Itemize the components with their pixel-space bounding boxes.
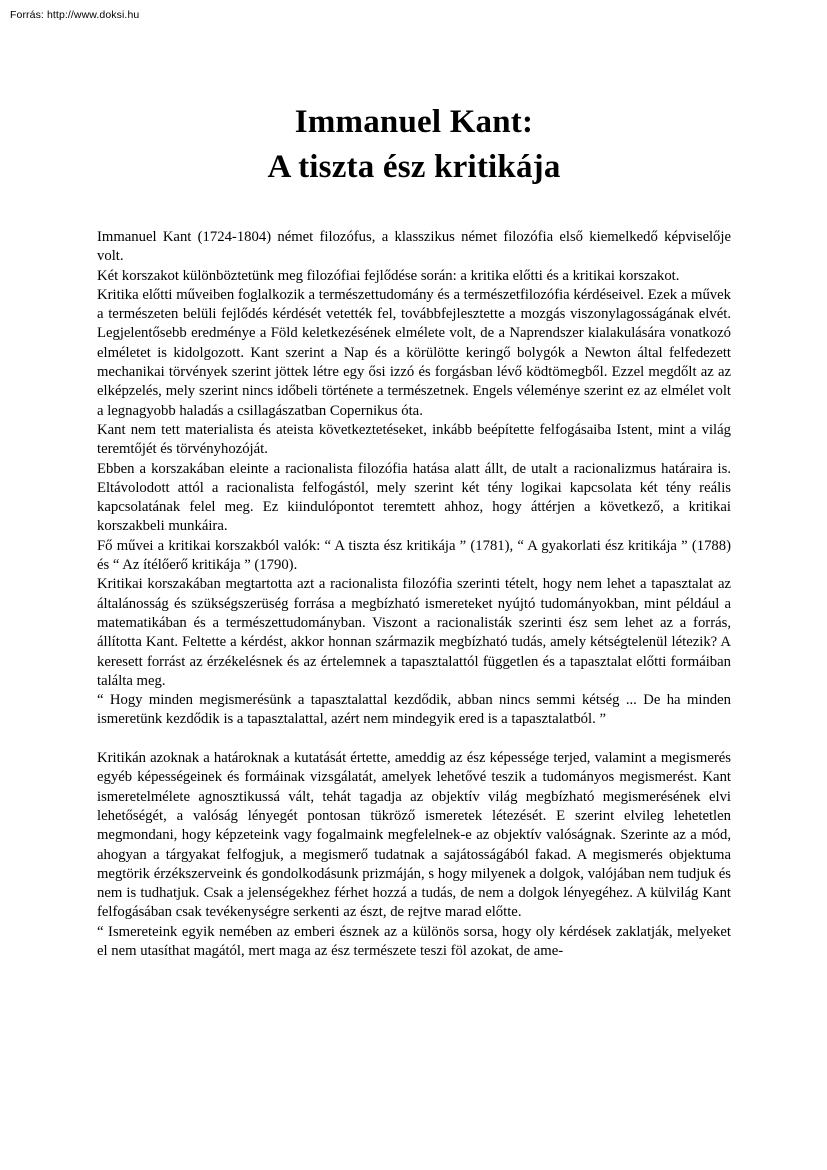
title-line-work: A tiszta ész kritikája: [267, 149, 561, 185]
paragraph: Két korszakot különböztetünk meg filozófiai fejlődése során: a kritika előtti és a kritikai korszakot.: [97, 267, 680, 284]
paragraph: Kritikán azoknak a határoknak a kutatását értette, ameddig az ész képessége terjed, valamint a megismerés egyéb képességeinek és formáinak vizsgálatát, amelyek lehetővé teszik a tudományos megismerést. Kant ismeretelmélete agnosztikussá vált, tehát tagadja az objektív világ megbízható megismerésének elvi lehetőségét, a valóság lényegét pontosan tükröző ismeretek létezését. E szerint elvileg lehetetlen megmondani, hogy képzeteink vagy fogalmaink megfelelnek-e az objektív valóságnak. Szerinte az a mód, ahogyan a tárgyakat felfogjuk, a megismerő tudatnak a sajátosságából fakad. A megismerés objektuma megtörik érzékszerveink és gondolkodásunk prizmáján, s hogy milyenek a dolgok, valójában nem tudjuk és nem is tudhatjuk. Csak a jelenségekhez férhet hozzá a tudás, de nem a dolgok lényegéhez. A külvilág Kant felfogásában csak tevékenységre serkenti az észt, de rejtve marad előtte.: [97, 750, 731, 921]
paragraph: Immanuel Kant (1724-1804) német filozófus, a klasszikus német filozófia első kiemelkedő képviselője volt.: [97, 229, 731, 265]
document-title: [97, 100, 731, 190]
title-line-author: Immanuel Kant:: [294, 104, 534, 140]
paragraph-quote: “ Ismereteink egyik nemében az emberi észnek az a különös sorsa, hogy oly kérdések zaklatják, melyeket el nem utasíthat magától, mert maga az ész természete teszi föl azokat, de ame-: [97, 923, 731, 959]
paragraph: Kritika előtti műveiben foglalkozik a természettudomány és a természetfilozófia kérdéseivel. Ezek a művek a természeten belüli fejlődés kérdését vetették fel, továbbfejlesztette a mozgás viszonylagosságának elvét. Legjelentősebb eredménye a Föld keletkezésének elmélete volt, de a Naprendszer kialakulására vonatkozó elméletet is kidolgozott. Kant szerint a Nap és a körülötte keringő bolygók a Newton által felfedezett mechanikai törvények szerint jöttek létre egy ősi izzó és forgásban lévő ködtömegből. Ezzel megdőlt az az elképzelés, mely szerint nincs időbeli története a természetnek. Engels véleménye szerint ez az elmélet volt a legnagyobb haladás a csillagászatban Copernikus óta.: [97, 286, 731, 419]
paragraph: Kritikai korszakában megtartotta azt a racionalista filozófia szerinti tételt, hogy nem lehet a tapasztalat az általánosság és szükségszerüség forrása a megbízható ismereteket nyújtó tudományokban, mint például a matematikában és a természettudományban. Viszont a racionalisták szerinti ész sem lehet az a forrás, állította Kant. Feltette a kérdést, akkor honnan származik megbízható tudás, amely kétségtelenül létezik? A keresett forrást az érzékelésnek és az értelemnek a tapasztalattól független és a tapasztalat előtti formáiban találta meg.: [97, 576, 731, 689]
source-url-header: Forrás: http://www.doksi.hu: [10, 9, 140, 21]
paragraph: Ebben a korszakában eleinte a racionalista filozófia hatása alatt állt, de utalt a racionalizmus határaira is. Eltávolodott attól a racionalista felfogástól, mely szerint két tény logikai kapcsolata két tény reális kapcsolatának felel meg. Ez kiindulópontot teremtett ahhoz, hogy áttérjen a következő, a kritikai korszakbeli munkáira.: [97, 460, 731, 535]
paragraph: Fő művei a kritikai korszakból valók: “ A tiszta ész kritikája ” (1781), “ A gyakorlati ész kritikája ” (1788) és “ Az ítélőerő kritikája ” (1790).: [97, 537, 731, 574]
body-text-column: [97, 228, 731, 961]
paragraph-quote: “ Hogy minden megismerésünk a tapasztalattal kezdődik, abban nincs semmi kétség ... De ha minden ismeretünk kezdődik is a tapasztalattal, azért nem mindegyik ered is a tapasztalatból. ”: [97, 692, 731, 728]
paragraph: Kant nem tett materialista és ateista következtetéseket, inkább beépítette felfogásaiba Istent, mint a világ teremtőjét és törvényhozóját.: [97, 421, 731, 458]
